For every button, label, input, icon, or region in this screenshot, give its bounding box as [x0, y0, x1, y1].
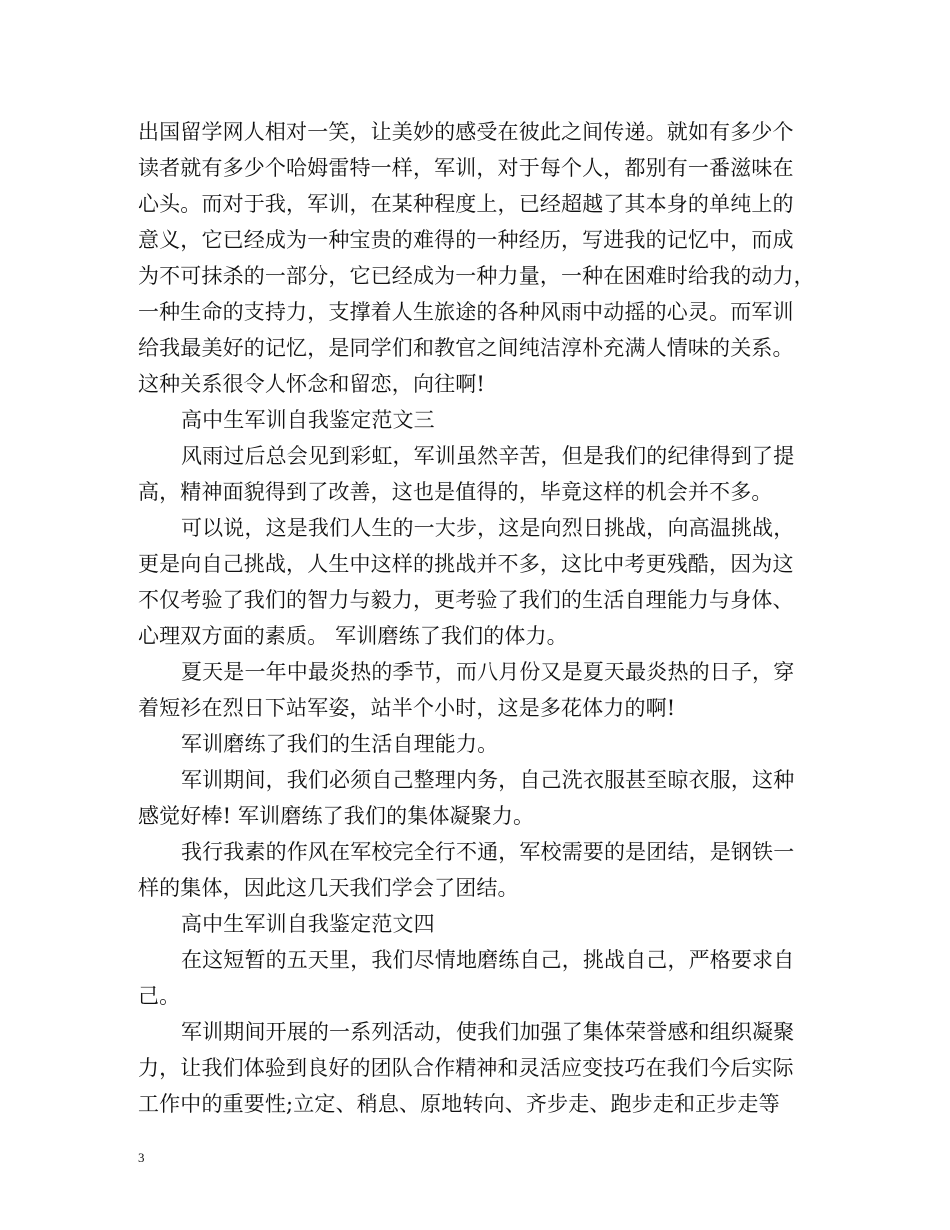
page-number: 3: [138, 1150, 145, 1165]
text-line: 高中生军训自我鉴定范文三: [181, 408, 435, 432]
text-line: 给我最美好的记忆，是同学们和教官之间纯洁淳朴充满人情味的关系。: [138, 336, 794, 360]
text-line: 在这短暂的五天里，我们尽情地磨练自己，挑战自己，严格要求自: [181, 948, 795, 972]
text-line: 读者就有多少个哈姆雷特一样，军训，对于每个人，都别有一番滋味在: [138, 156, 794, 180]
text-line: 感觉好棒! 军训磨练了我们的集体凝聚力。: [138, 804, 535, 828]
text-line: 着短衫在烈日下站军姿，站半个小时，这是多花体力的啊!: [138, 696, 676, 720]
text-line: 军训磨练了我们的生活自理能力。: [181, 732, 499, 756]
text-line: 出国留学网人相对一笑，让美妙的感受在彼此之间传递。就如有多少个: [138, 120, 794, 144]
text-line: 高中生军训自我鉴定范文四: [181, 912, 435, 936]
text-line: 己。: [138, 984, 181, 1008]
text-line: 这种关系很令人怀念和留恋，向往啊!: [138, 372, 485, 396]
text-line: 我行我素的作风在军校完全行不通，军校需要的是团结，是钢铁一: [181, 840, 795, 864]
text-line: 可以说，这是我们人生的一大步，这是向烈日挑战，向高温挑战，: [181, 516, 795, 540]
text-line: 军训期间开展的一系列活动，使我们加强了集体荣誉感和组织凝聚: [181, 1020, 795, 1044]
document-body: [138, 114, 816, 1122]
text-line: 更是向自己挑战，人生中这样的挑战并不多，这比中考更残酷，因为这: [138, 552, 794, 576]
text-line: 夏天是一年中最炎热的季节，而八月份又是夏天最炎热的日子，穿: [181, 660, 795, 684]
text-line: 心头。而对于我，军训，在某种程度上，已经超越了其本身的单纯上的: [138, 192, 794, 216]
text-line: 样的集体，因此这几天我们学会了团结。: [138, 876, 519, 900]
text-line: 高，精神面貌得到了改善，这也是值得的，毕竟这样的机会并不多。: [138, 480, 773, 504]
text-line: 为不可抹杀的一部分，它已经成为一种力量，一种在困难时给我的动力，: [138, 264, 815, 288]
text-line: 心理双方面的素质。 军训磨练了我们的体力。: [138, 624, 568, 648]
text-line: 军训期间，我们必须自己整理内务，自己洗衣服甚至晾衣服，这种: [181, 768, 795, 792]
text-line: 一种生命的支持力，支撑着人生旅途的各种风雨中动摇的心灵。而军训: [138, 300, 794, 324]
text-line: 风雨过后总会见到彩虹，军训虽然辛苦，但是我们的纪律得到了提: [181, 444, 795, 468]
text-line: 力，让我们体验到良好的团队合作精神和灵活应变技巧在我们今后实际: [138, 1056, 794, 1080]
text-line: 工作中的重要性;立定、稍息、原地转向、齐步走、跑步走和正步走等: [138, 1092, 780, 1116]
text-line: 不仅考验了我们的智力与毅力，更考验了我们的生活自理能力与身体、: [138, 588, 794, 612]
text-line: 意义，它已经成为一种宝贵的难得的一种经历，写进我的记忆中，而成: [138, 228, 794, 252]
